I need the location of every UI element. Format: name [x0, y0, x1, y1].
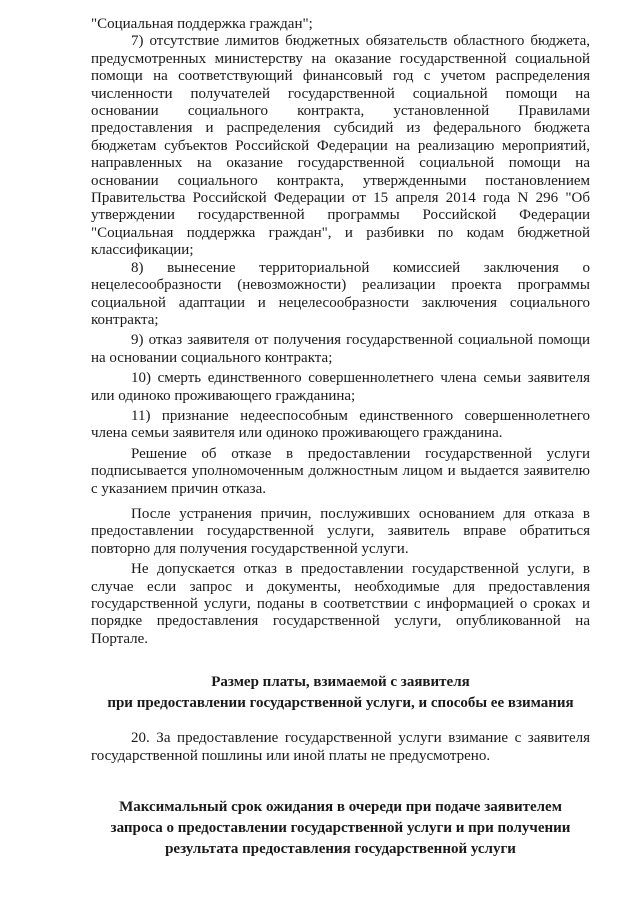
heading-wait-line-1: Максимальный срок ожидания в очереди при подаче заявителем [119, 799, 562, 816]
paragraph-item-9: 9) отказ заявителя от получения государственной социальной помощи на основании социального контракта; [91, 332, 590, 366]
heading-fee-line-1: Размер платы, взимаемой с заявителя [211, 674, 470, 691]
paragraph-refusal-not-allowed: Не допускается отказ в предоставлении государственной услуги, в случае если запрос и документы, необходимые для предоставления государственной услуги, поданы в соответствии с информацией о сроках и порядке предоставления государственной услуги, опубликованной на Портале. [91, 561, 590, 647]
paragraph-item-8: 8) вынесение территориальной комиссией заключения о нецелесообразности (невозможности) реализации проекта программы социальной адаптации и нецелесообразности заключения социального контракта; [91, 259, 590, 328]
heading-fee-line-2: при предоставлении государственной услуги, и способы ее взимания [107, 695, 574, 712]
paragraph-item-11: 11) признание недееспособным единственного совершеннолетнего члена семьи заявителя или одиноко проживающего гражданина. [91, 407, 590, 442]
paragraph-20: 20. За предоставление государственной услуги взимание с заявителя государственной пошлины или иной платы не предусмотрено. [91, 730, 590, 764]
paragraph-refusal-decision: Решение об отказе в предоставлении государственной услуги подписывается уполномоченным должностным лицом и выдается заявителю с указанием причин отказа. [91, 445, 590, 497]
heading-wait-time [91, 797, 590, 860]
paragraph-item-10: 10) смерть единственного совершеннолетнего члена семьи заявителя или одиноко проживающего гражданина; [91, 370, 590, 404]
heading-fee [91, 672, 590, 714]
paragraph-after-elimination: После устранения причин, послуживших основанием для отказа в предоставлении государственной услуги, заявитель вправе обратиться повторно для получения государственной услуги. [91, 505, 590, 557]
heading-wait-line-3: результата предоставления государственной услуги [165, 841, 516, 858]
heading-wait-line-2: запроса о предоставлении государственной услуги и при получении [110, 820, 571, 837]
paragraph-continuation: "Социальная поддержка граждан"; [91, 16, 313, 32]
paragraph-item-7: 7) отсутствие лимитов бюджетных обязательств областного бюджета, предусмотренных министерству на оказание государственной социальной помощи на соответствующий финансовый год с учетом распределения численности получателей государственной социальной помощи на основании социального контракта, установленной Правилами предоставления и распределения субсидий из федерального бюджета бюджетам субъектов Российской Федерации на реализацию мероприятий, направленных на оказание государственной социальной помощи на основании социального контракта, утвержденными постановлением Правительства Российской Федерации от 15 апреля 2014 года N 296 "Об утверждении государственной программы Российской Федерации "Социальная поддержка граждан", и разбивки по кодам бюджетной классификации; [91, 33, 590, 259]
